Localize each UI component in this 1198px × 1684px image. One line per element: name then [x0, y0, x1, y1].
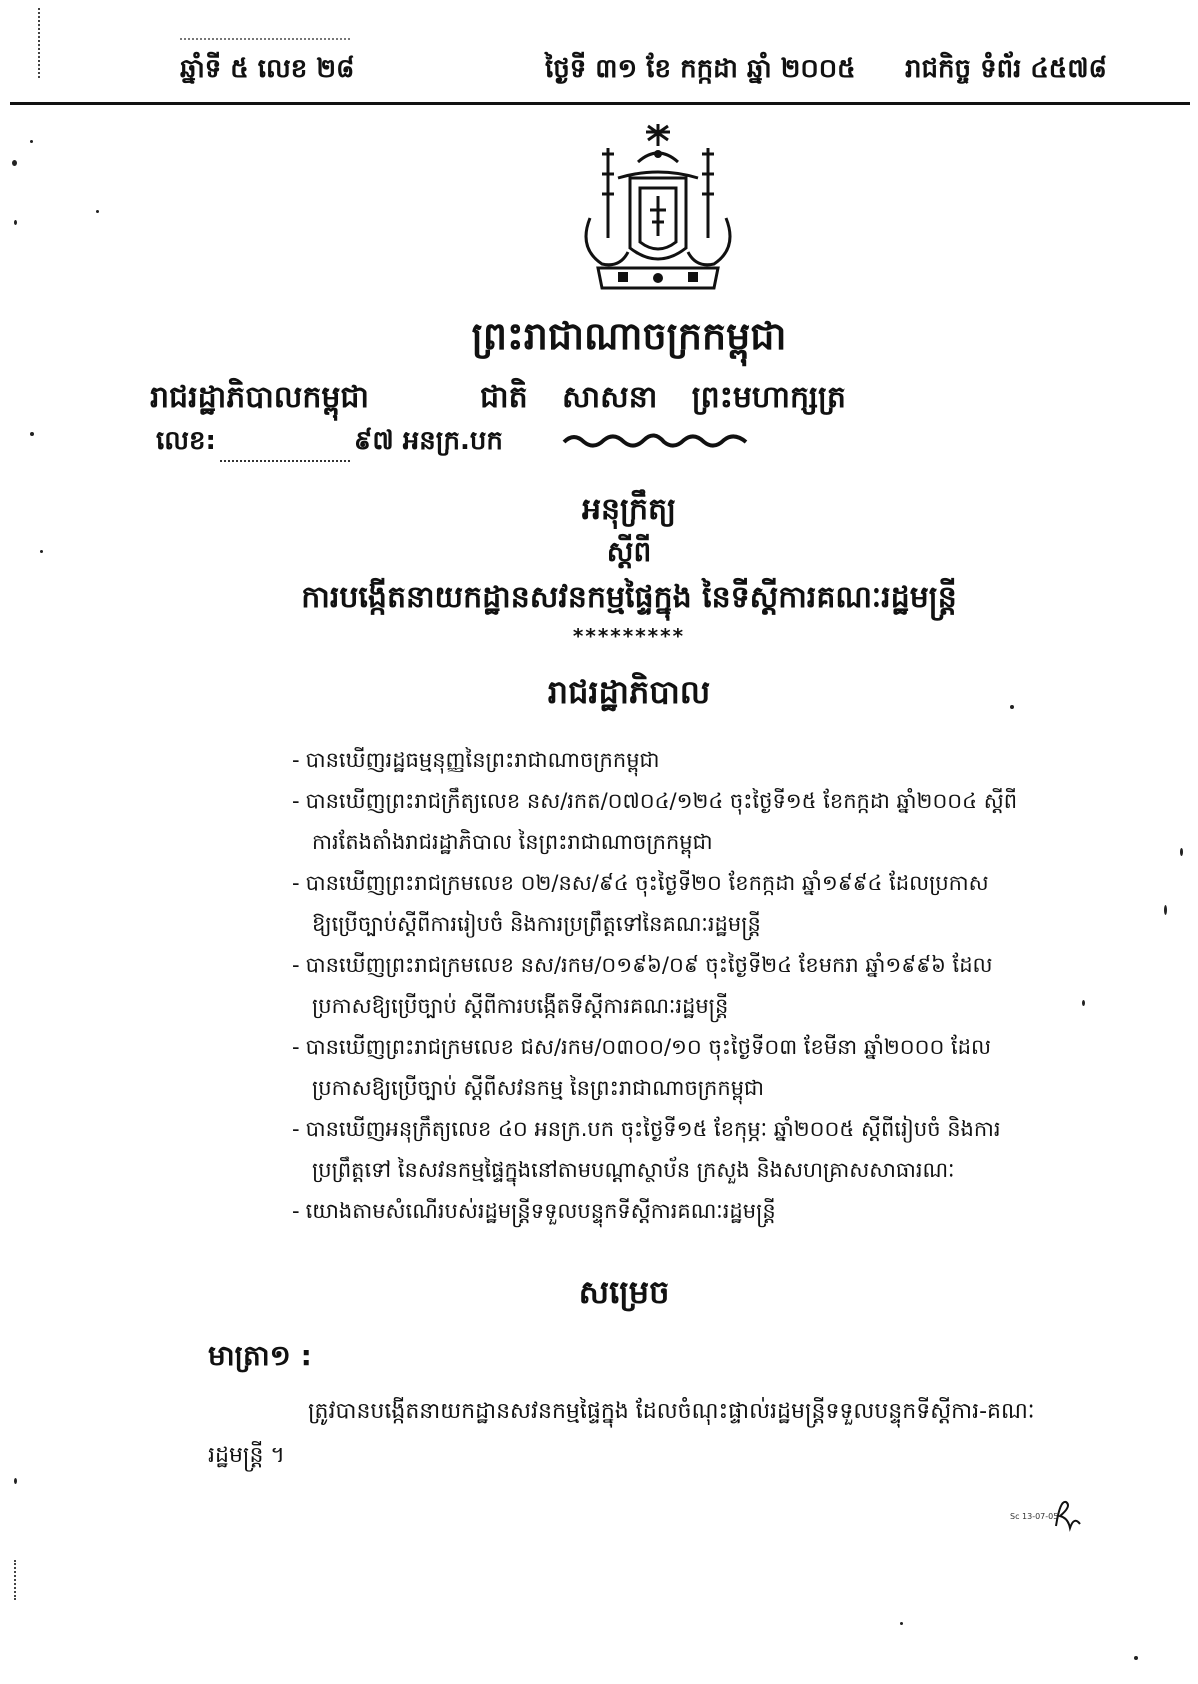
consideration-item: - បានឃើញព្រះរាជក្រមលេខ ០២/នស/៩៤ ចុះថ្ងៃទី២០ ខែកក្កដា ឆ្នាំ១៩៩៤ ដែលប្រកាស ឱ្យប្រើច្បាប់ស្តីពីការរៀបចំ និងការប្រព្រឹត្តទៅនៃគណៈរដ្ឋមន្ត្រី: [292, 871, 989, 936]
scan-speck: [30, 140, 33, 143]
gazette-page: រាជកិច្ច ទំព័រ ៤៥៧៨: [905, 54, 1107, 84]
scan-speck: [12, 160, 17, 166]
scan-speck: [1134, 1656, 1138, 1660]
royal-emblem-icon: [568, 118, 748, 298]
scan-speck: [14, 1478, 17, 1484]
considerations-list: [292, 740, 1052, 1232]
header-dots: [180, 38, 350, 40]
reference-label: លេខ:: [156, 426, 216, 456]
scan-speck: [1164, 905, 1167, 915]
consideration-item: - បានឃើញរដ្ឋធម្មនុញ្ញនៃព្រះរាជាណាចក្រកម្ពុជា: [292, 748, 660, 772]
article-text: ត្រូវបានបង្កើតនាយកដ្ឋានសវនកម្មផ្ទៃក្នុង ដែលចំណុះផ្ទាល់រដ្ឋមន្ត្រីទទួលបន្ទុកទីស្តីការ-គណៈរដ្ឋមន្ត្រី ។: [208, 1399, 1035, 1468]
reference-fill-dots: [220, 460, 350, 462]
ornament-divider-icon: [560, 428, 750, 452]
gazette-issue: ឆ្នាំទី ៥ លេខ ២៨: [180, 54, 355, 84]
scan-margin-mark: [14, 1560, 16, 1600]
government-name: រាជរដ្ឋាភិបាលកម្ពុជា: [150, 380, 369, 415]
scan-speck: [40, 550, 43, 553]
scan-speck: [14, 220, 17, 225]
scan-margin-mark: [38, 8, 40, 78]
scan-speck: [1010, 705, 1014, 709]
national-motto: ជាតិ សាសនា ព្រះមហាក្សត្រ: [480, 380, 846, 415]
scan-speck: [1180, 848, 1183, 856]
consideration-item: - បានឃើញព្រះរាជក្រមលេខ នស/រកម/០១៩៦/០៩ ចុះថ្ងៃទី២៤ ខែមករា ឆ្នាំ១៩៩៦ ដែល ប្រកាសឱ្យប្រើច្បាប់ ស្តីពីការបង្កើតទីស្តីការគណៈរដ្ឋមន្ត្រី: [292, 953, 993, 1018]
document-type: អនុក្រឹត្យ: [581, 492, 677, 527]
consideration-item: - បានឃើញអនុក្រឹត្យលេខ ៤០ អនក្រ.បក ចុះថ្ងៃទី១៥ ខែកុម្ភៈ ឆ្នាំ២០០៥ ស្តីពីរៀបចំ និងការ ប្រព្រឹត្តទៅ នៃសវនកម្មផ្ទៃក្នុងនៅតាមបណ្តាស្ថាប័ន ក្រសួង និងសហគ្រាសសាធារណៈ: [292, 1117, 1001, 1182]
section-separator: *********: [572, 624, 686, 648]
consideration-item: - បានឃើញព្រះរាជក្រឹត្យលេខ នស/រកត/០៧០៤/១២៤ ចុះថ្ងៃទី១៥ ខែកក្កដា ឆ្នាំ២០០៤ ស្តីពី ការតែងតាំងរាជរដ្ឋាភិបាល នៃព្រះរាជាណាចក្រកម្ពុជា: [292, 789, 1018, 854]
reference-number: [156, 424, 503, 462]
consideration-item: - យោងតាមសំណើរបស់រដ្ឋមន្ត្រីទទួលបន្ទុកទីស្តីការគណៈរដ្ឋមន្ត្រី: [292, 1199, 776, 1223]
decision-heading: សម្រេច: [578, 1273, 670, 1311]
concerning-label: ស្តីពី: [606, 535, 652, 568]
kingdom-title: ព្រះរាជាណាចក្រកម្ពុជា: [471, 314, 787, 358]
article-label: មាត្រា១ :: [208, 1339, 312, 1372]
consideration-item: - បានឃើញព្រះរាជក្រមលេខ ជស/រកម/០៣០០/១០ ចុះថ្ងៃទី០៣ ខែមីនា ឆ្នាំ២០០០ ដែល ប្រកាសឱ្យប្រើច្បាប់ ស្តីពីសវនកម្ម នៃព្រះរាជាណាចក្រកម្ពុជា: [292, 1035, 992, 1100]
scan-speck: [30, 432, 34, 436]
footnote-code: Sc 13-07-05: [1010, 1512, 1059, 1521]
gazette-date: ថ្ងៃទី ៣១ ខែ កក្កដា ឆ្នាំ ២០០៥: [545, 54, 856, 84]
header-rule: [10, 102, 1190, 105]
document-subject: ការបង្កើតនាយកដ្ឋានសវនកម្មផ្ទៃក្នុង នៃទីស្តីការគណៈរដ្ឋមន្ត្រី: [301, 580, 957, 615]
scan-speck: [1082, 1000, 1085, 1006]
reference-value: ៩៧ អនក្រ.បក: [353, 426, 503, 456]
scan-speck: [900, 1622, 903, 1625]
issuing-authority: រាជរដ្ឋាភិបាល: [547, 673, 711, 711]
signature-icon: [1050, 1496, 1084, 1534]
scan-speck: [96, 210, 99, 213]
